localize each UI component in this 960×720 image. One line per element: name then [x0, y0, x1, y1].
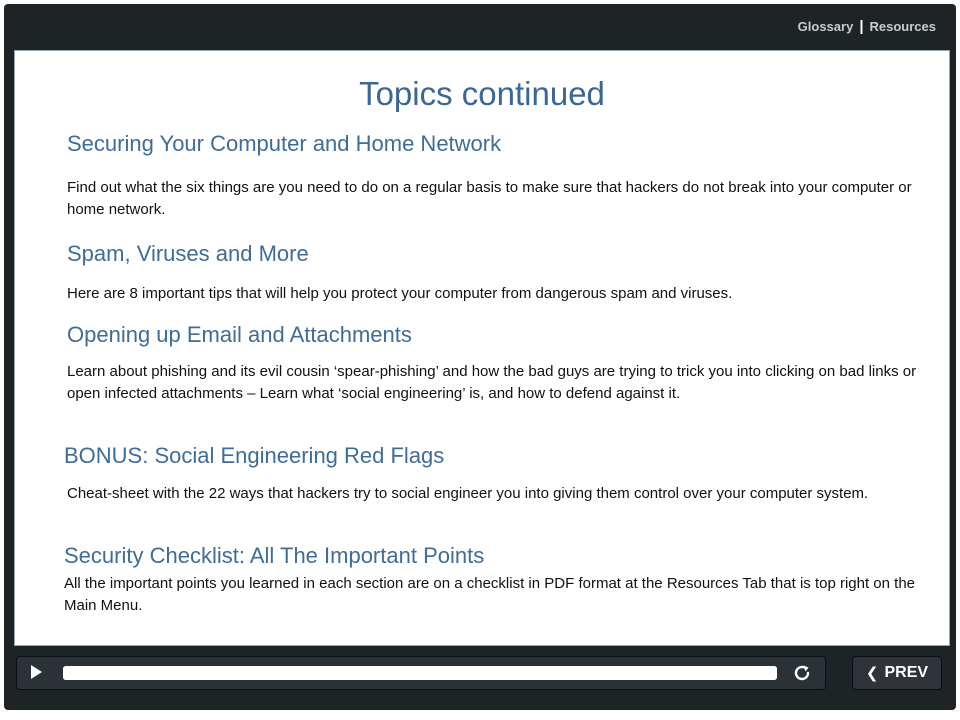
prev-button[interactable]	[852, 656, 942, 690]
section-body-spam: Here are 8 important tips that will help you protect your computer from dangerous spam and viruses.	[67, 285, 733, 302]
player-controls	[4, 654, 956, 704]
section-body-email: Learn about phishing and its evil cousin ‘spear-phishing’ and how the bad guys are trying to trick you into clicking on bad links or open infected attachments – Learn what ‘social engineering’ is, and how to defend against it.	[67, 363, 917, 402]
replay-icon[interactable]	[791, 662, 813, 684]
section-heading-securing: Securing Your Computer and Home Network	[67, 131, 502, 156]
section-body-checklist: All the important points you learned in each section are on a checklist in PDF format at the Resources Tab that is top right on the Main Menu.	[64, 575, 916, 614]
play-icon[interactable]	[31, 665, 42, 679]
section-body-bonus: Cheat-sheet with the 22 ways that hackers try to social engineer you into giving them control over your computer system.	[67, 485, 869, 502]
link-separator: |	[859, 18, 864, 35]
section-heading-bonus: BONUS: Social Engineering Red Flags	[64, 443, 445, 468]
chevron-left-icon: ❮	[865, 665, 879, 682]
prev-label: PREV	[884, 664, 929, 681]
progress-fill	[63, 666, 777, 680]
section-heading-email: Opening up Email and Attachments	[67, 322, 412, 347]
slide-content	[14, 50, 950, 646]
top-links	[798, 18, 936, 35]
glossary-link[interactable]: Glossary	[797, 19, 854, 34]
section-heading-checklist: Security Checklist: All The Important Points	[64, 543, 485, 568]
section-heading-spam: Spam, Viruses and More	[67, 241, 309, 266]
progress-bar[interactable]	[63, 666, 777, 680]
page-title: Topics continued	[359, 75, 605, 112]
playbar	[16, 656, 826, 690]
resources-link[interactable]: Resources	[869, 19, 936, 34]
section-body-securing: Find out what the six things are you need to do on a regular basis to make sure that hackers do not break into your computer or home network.	[67, 179, 912, 218]
player-frame	[4, 4, 956, 710]
